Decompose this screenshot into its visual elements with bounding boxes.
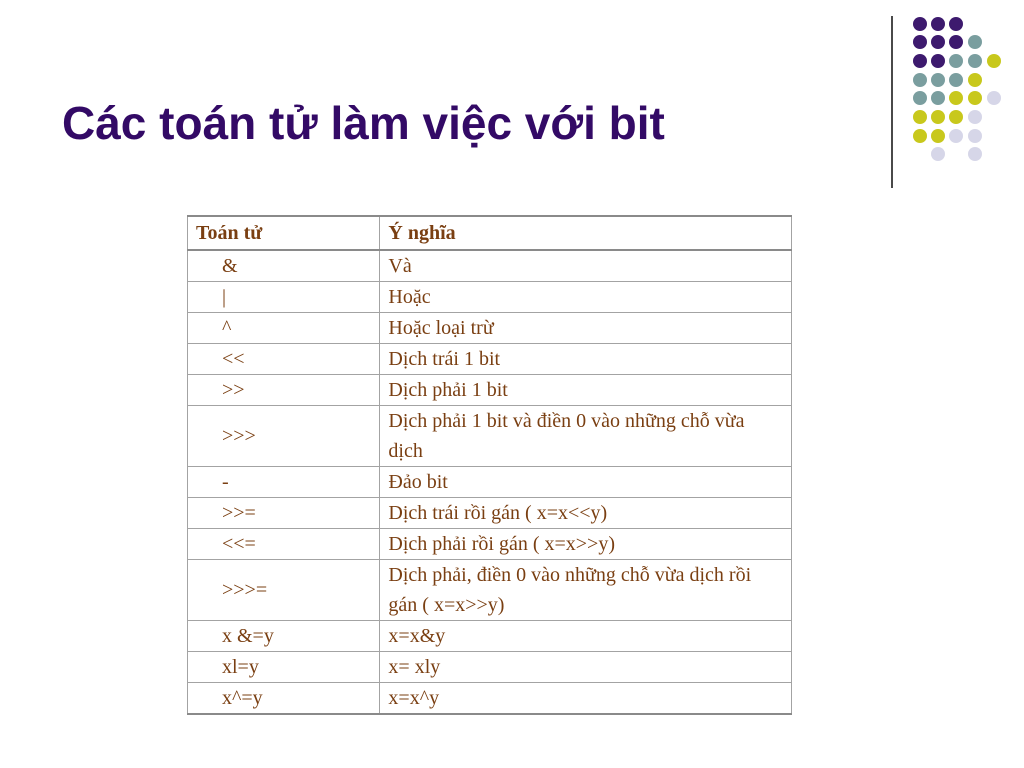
title-divider-line	[891, 16, 893, 188]
meaning-cell: Và	[380, 250, 792, 282]
table-row	[188, 529, 792, 560]
decorative-dot	[931, 91, 945, 105]
decorative-dot	[949, 91, 963, 105]
operator-cell: >>=	[188, 498, 380, 529]
decorative-dot	[913, 17, 927, 31]
decorative-dot	[949, 54, 963, 68]
table-row	[188, 560, 792, 621]
decorative-dot	[913, 54, 927, 68]
decorative-dot	[968, 54, 982, 68]
table-row	[188, 406, 792, 467]
meaning-cell: Dịch phải 1 bit và điền 0 vào những chỗ vừa dịch	[380, 406, 792, 467]
table-row	[188, 282, 792, 313]
decorative-dot	[949, 35, 963, 49]
decorative-dot	[931, 129, 945, 143]
table-row	[188, 344, 792, 375]
decorative-dot	[949, 110, 963, 124]
slide-title: Các toán tử làm việc với bit	[62, 97, 665, 149]
operator-cell: x &=y	[188, 621, 380, 652]
decorative-dot	[987, 54, 1001, 68]
table-row	[188, 375, 792, 406]
operator-cell: >>>=	[188, 560, 380, 621]
header-operator: Toán tử	[188, 216, 380, 250]
decorative-dot	[931, 73, 945, 87]
decorative-dot	[931, 147, 945, 161]
meaning-cell: Dịch trái 1 bit	[380, 344, 792, 375]
meaning-cell: x= xly	[380, 652, 792, 683]
operator-cell: |	[188, 282, 380, 313]
meaning-cell: x=x&y	[380, 621, 792, 652]
meaning-cell: Dịch phải, điền 0 vào những chỗ vừa dịch rồi gán ( x=x>>y)	[380, 560, 792, 621]
operator-cell: &	[188, 250, 380, 282]
decorative-dot	[913, 91, 927, 105]
table-row	[188, 652, 792, 683]
decorative-dot	[913, 35, 927, 49]
table-row	[188, 621, 792, 652]
decorative-dot	[968, 35, 982, 49]
table-header-row	[188, 216, 792, 250]
table-row	[188, 498, 792, 529]
header-meaning: Ý nghĩa	[380, 216, 792, 250]
operator-cell: x^=y	[188, 683, 380, 715]
meaning-cell: Dịch phải rồi gán ( x=x>>y)	[380, 529, 792, 560]
table-row	[188, 467, 792, 498]
operator-cell: -	[188, 467, 380, 498]
operator-cell: >>>	[188, 406, 380, 467]
table-row	[188, 683, 792, 715]
meaning-cell: Dịch phải 1 bit	[380, 375, 792, 406]
decorative-dot	[931, 54, 945, 68]
meaning-cell: x=x^y	[380, 683, 792, 715]
operator-table-container	[187, 215, 792, 715]
operator-cell: >>	[188, 375, 380, 406]
meaning-cell: Hoặc loại trừ	[380, 313, 792, 344]
table-row	[188, 313, 792, 344]
operator-cell: <<	[188, 344, 380, 375]
operator-cell: xl=y	[188, 652, 380, 683]
operator-cell: <<=	[188, 529, 380, 560]
decorative-dot	[968, 91, 982, 105]
table-row	[188, 250, 792, 282]
decorative-dot	[987, 91, 1001, 105]
decorative-dot	[949, 129, 963, 143]
meaning-cell: Hoặc	[380, 282, 792, 313]
decorative-dot	[931, 17, 945, 31]
decorative-dot	[968, 129, 982, 143]
bitwise-operator-table	[187, 215, 792, 715]
decorative-dot	[968, 110, 982, 124]
decorative-dot	[913, 129, 927, 143]
decorative-dot	[931, 110, 945, 124]
decorative-dot	[913, 73, 927, 87]
decorative-dot	[968, 73, 982, 87]
decorative-dot	[949, 73, 963, 87]
meaning-cell: Dịch trái rồi gán ( x=x<<y)	[380, 498, 792, 529]
decorative-dot	[931, 35, 945, 49]
meaning-cell: Đảo bit	[380, 467, 792, 498]
decorative-dot	[968, 147, 982, 161]
decorative-dot	[949, 17, 963, 31]
decorative-dot	[913, 110, 927, 124]
operator-cell: ^	[188, 313, 380, 344]
